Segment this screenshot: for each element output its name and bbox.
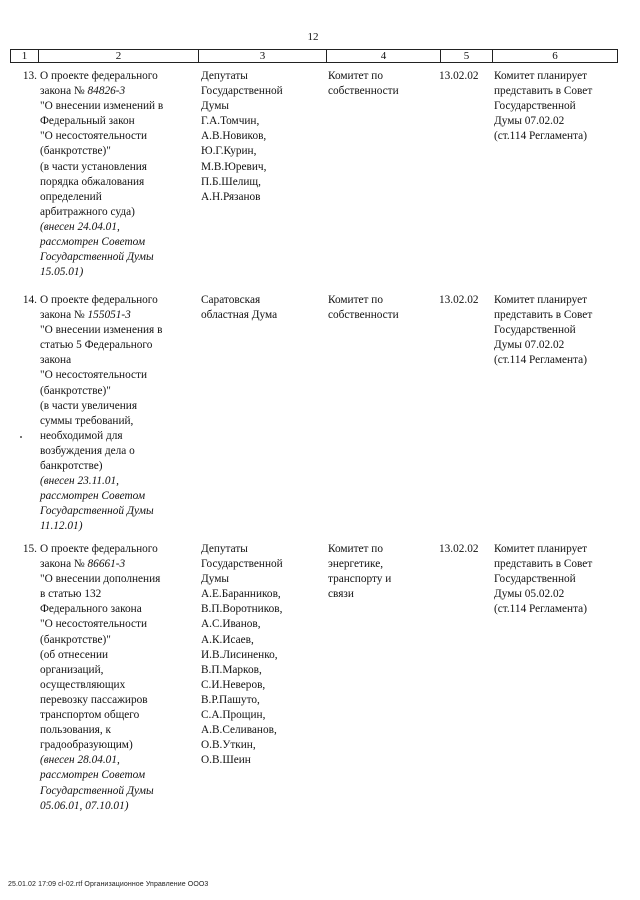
committee-plan: Комитет планирует представить в Совет Государственной Думы 07.02.02 (ст.114 Регламента) <box>494 70 593 143</box>
bill-status-note: (внесен 24.04.01, рассмотрен Советом Государственной Думы 15.05.01) <box>40 220 154 279</box>
column-header-4: 4 <box>327 50 441 62</box>
bill-title-body: "О внесении дополнения в статью 132 Федерального закона "О несостоятельности (банкротстве)" (об отнесении организаций, осуществляющих перевозку пассажиров транспортом общего пользования, к градообразующим) <box>40 573 161 752</box>
page-number: 12 <box>307 31 319 43</box>
review-date: 13.02.02 <box>439 70 479 82</box>
bill-description <box>40 542 202 814</box>
column-header-1: 1 <box>11 50 39 62</box>
committee-plan: Комитет планирует представить в Совет Государственной Думы 07.02.02 (ст.114 Регламента) <box>494 294 593 367</box>
bill-title: О проекте федерального закона № <box>40 70 158 98</box>
bill-author: Депутаты Государственной Думы А.Е.Баранников, В.П.Воротников, А.С.Иванов, А.К.Исаев, И.В.Лисиненко, В.П.Марков, С.И.Неверов, В.Р.Пашуто, С.А.Прощин, А.В.Селиванов, О.В.Уткин, О.В.Шеин <box>201 543 283 767</box>
bill-number: 86661-3 <box>87 558 126 571</box>
page-footer: 25.01.02 17:09 cl-02.rtf Организационное Управление ООО3 <box>8 881 209 888</box>
bill-title: О проекте федерального закона № <box>40 543 158 571</box>
bill-status-note: (внесен 28.04.01, рассмотрен Советом Государственной Думы 05.06.01, 07.10.01) <box>40 754 154 812</box>
bill-description <box>40 293 202 535</box>
table-header-row <box>10 49 618 63</box>
bill-title-body: "О внесении изменения в статью 5 Федерального закона "О несостоятельности (банкротстве)" (в части увеличения суммы требований, необходимой для возбуждения дела о банкротстве) <box>40 324 163 473</box>
committee-plan: Комитет планирует представить в Совет Государственной Думы 05.02.02 (ст.114 Регламента) <box>494 543 593 616</box>
bill-title-body: "О внесении изменений в Федеральный закон "О несостоятельности (банкротстве)" (в части установления порядка обжалования определений арбитражного суда) <box>40 100 164 218</box>
bill-status-note: (внесен 23.11.01, рассмотрен Советом Государственной Думы 11.12.01) <box>40 475 154 533</box>
column-header-2: 2 <box>39 50 199 62</box>
bill-author: Депутаты Государственной Думы Г.А.Томчин, А.В.Новиков, Ю.Г.Курин, М.В.Юревич, П.Б.Шелищ, А.Н.Рязанов <box>201 70 283 203</box>
row-number: 15. <box>22 543 37 555</box>
responsible-committee: Комитет по энергетике, транспорту и связи <box>328 543 392 601</box>
bill-description <box>40 69 202 280</box>
column-header-5: 5 <box>441 50 493 62</box>
column-header-3: 3 <box>199 50 327 62</box>
bill-number: 155051-3 <box>87 309 131 322</box>
review-date: 13.02.02 <box>439 294 479 306</box>
responsible-committee: Комитет по собственности <box>328 294 399 322</box>
review-date: 13.02.02 <box>439 543 479 555</box>
bill-number: 84826-3 <box>87 85 126 98</box>
scan-artifact-dot <box>20 436 22 438</box>
row-number: 14. <box>22 294 37 306</box>
row-number: 13. <box>22 70 37 82</box>
responsible-committee: Комитет по собственности <box>328 70 399 98</box>
column-header-6: 6 <box>552 50 558 62</box>
bill-author: Саратовская областная Дума <box>201 294 278 322</box>
bill-title: О проекте федерального закона № <box>40 294 158 322</box>
